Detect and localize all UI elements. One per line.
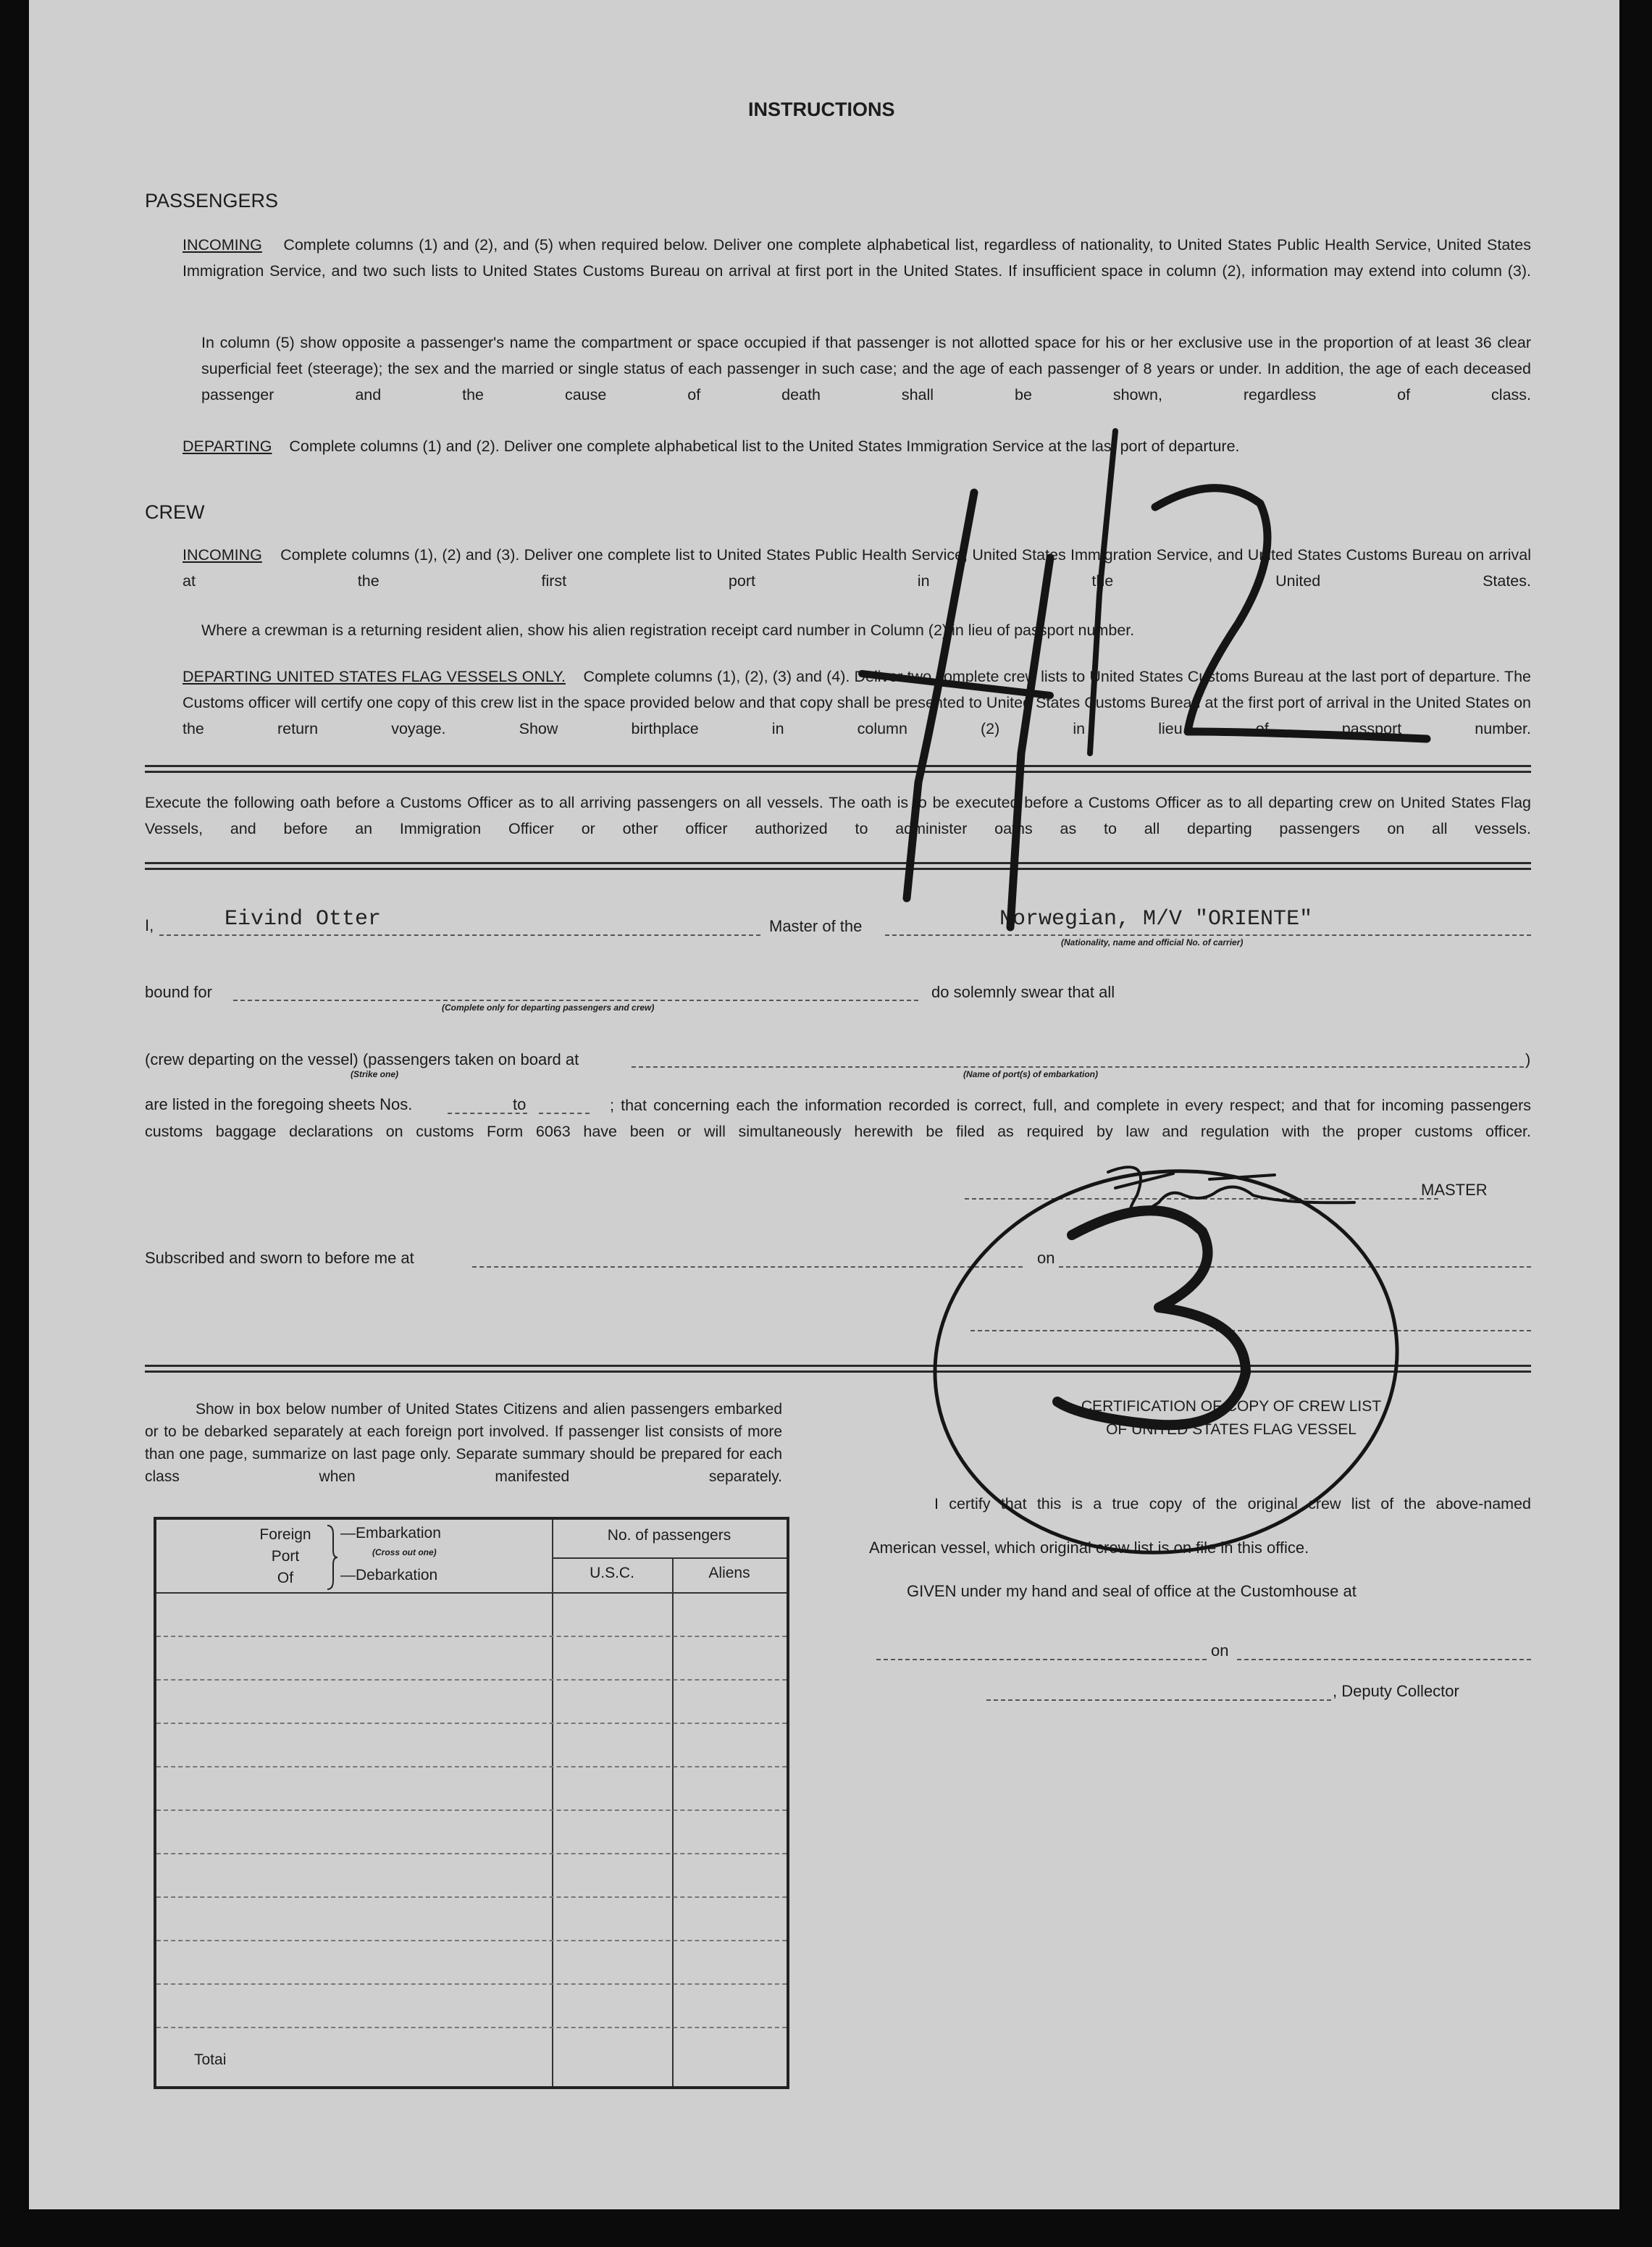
pencil-three-stroke xyxy=(1057,1210,1246,1425)
crew-resident-text: Where a crewman is a returning resident alien, show his alien registration receipt card number in Column (2) in lieu of passport number. xyxy=(201,622,1135,639)
pencil-two-stroke xyxy=(1155,488,1427,739)
form-sheet xyxy=(29,0,1619,2209)
pencil-four-stroke xyxy=(1010,558,1050,927)
to-label: to xyxy=(513,1095,527,1113)
crew-departing-text: Complete columns (1), (2), (3) and (4). Deliver two complete crew lists to United States Customs Bureau at the last port of departure. The Customs officer will certify one copy of this crew list in the space provided below and that copy shall be presented to United States Customs Bureau at the first port of arrival in the United States on the return voyage. Show birthplace in column (2) in lieu of passport number. xyxy=(183,668,1531,737)
crew-incoming-text: Complete columns (1), (2) and (3). Deliver one complete list to United States Public Health Service, United States Immigration Service, and United States Customs Bureau on arrival at the first port in the United States. xyxy=(183,546,1531,590)
table-embarkation-label[interactable]: —Embarkation xyxy=(340,1525,441,1541)
table-debarkation-label[interactable]: —Debarkation xyxy=(340,1567,438,1583)
listed-label: are listed in the foregoing sheets Nos. xyxy=(145,1095,413,1113)
pencil-four-stroke xyxy=(907,493,974,898)
crew-departing-label: DEPARTING UNITED STATES FLAG VESSELS ONLY. xyxy=(183,668,566,685)
certification-title-line2: OF UNITED STATES FLAG VESSEL xyxy=(1106,1421,1357,1438)
certification-title-line1: CERTIFICATION OF COPY OF CREW LIST xyxy=(1081,1398,1382,1415)
crew-heading: CREW xyxy=(145,501,205,523)
crew-departing-label-field: (crew departing on the vessel) (passengers taken on board at xyxy=(145,1050,579,1068)
oath-instruction-text: Execute the following oath before a Customs Officer as to all arriving passengers on all vessels. The oath is to be executed before a Customs Officer as to all departing crew on United States Flag Vessels, and before an Immigration Officer or other officer authorized to administer oaths as to all departing passengers on all vessels. xyxy=(145,794,1531,837)
passengers-incoming-text: Complete columns (1) and (2), and (5) when required below. Deliver one complete alphabetical list, regardless of nationality, to United States Public Health Service, United States Immigration Service, and two such lists to United States Customs Bureau on arrival at first port in the United States. If insufficient space in column (2), information may extend into column (3). xyxy=(183,236,1531,280)
passengers-incoming-label: INCOMING xyxy=(183,236,262,254)
bound-for-label: bound for xyxy=(145,983,212,1001)
subscribed-label: Subscribed and sworn to before me at xyxy=(145,1249,414,1267)
certification-on-label: on xyxy=(1211,1641,1229,1660)
table-passengers-header: No. of passengers xyxy=(607,1527,731,1544)
summary-instruction-text: Show in box below number of United States Citizens and alien passengers embarked or to be debarked separately at each foreign port involved. If passenger list consists of more than one page, summarize on last page only. Separate summary should be prepared for each class when manifested separately. xyxy=(145,1401,782,1485)
table-aliens-header: Aliens xyxy=(708,1565,750,1581)
table-total-label: Totai xyxy=(194,2051,227,2068)
passengers-heading: PASSENGERS xyxy=(145,190,279,212)
certification-text-line2: American vessel, which original crew list is on file in this office. xyxy=(869,1539,1309,1557)
pencil-slash-stroke xyxy=(1090,431,1115,753)
vessel-note: (Nationality, name and official No. of carrier) xyxy=(1061,937,1244,947)
swear-label: do solemnly swear that all xyxy=(931,983,1115,1001)
table-col1-line3: Of xyxy=(277,1570,294,1586)
certification-text-line1: I certify that this is a true copy of the original crew list of the above-named xyxy=(934,1495,1531,1512)
table-col1-line1: Foreign xyxy=(259,1526,311,1543)
passengers-column5-text: In column (5) show opposite a passenger's name the compartment or space occupied if that passenger is not allotted space for his or her exclusive use in the proportion of at least 36 clear superficial feet (steerage); the sex and the married or single status of each passenger in such case; and the age of each passenger of 8 years or under. In addition, the age of each deceased passenger and the cause of death shall be shown, regardless of class. xyxy=(201,334,1531,403)
close-paren: ) xyxy=(1525,1050,1531,1068)
table-usc-header: U.S.C. xyxy=(590,1565,634,1581)
strike-note: (Strike one) xyxy=(351,1069,399,1079)
form-title: INSTRUCTIONS xyxy=(748,99,895,120)
certification-given-text: GIVEN under my hand and seal of office at the Customhouse at xyxy=(907,1582,1357,1600)
passengers-departing-label: DEPARTING xyxy=(183,438,272,455)
deputy-collector-label: , Deputy Collector xyxy=(1333,1682,1459,1700)
master-name-field[interactable]: Eivind Otter xyxy=(225,907,382,932)
vessel-field[interactable]: Norwegian, M/V "ORIENTE" xyxy=(999,907,1313,932)
handwritten-annotations xyxy=(29,0,1619,2209)
table-col1-line2: Port xyxy=(271,1548,300,1565)
bound-for-note: (Complete only for departing passengers and crew) xyxy=(442,1003,655,1013)
subscribed-on-label: on xyxy=(1037,1249,1055,1267)
passengers-departing-text: Complete columns (1) and (2). Deliver one complete alphabetical list to the United States Immigration Service at the last port of departure. xyxy=(289,438,1240,455)
listed-text: ; that concerning each the information recorded is correct, full, and complete in every respect; and that for incoming passengers customs baggage declarations on customs Form 6063 have been or will simultaneously herewith be filed as required by law and regulation with the proper customs officer. xyxy=(145,1097,1531,1140)
oath-i-label: I, xyxy=(145,916,154,934)
pencil-four-stroke xyxy=(862,674,1050,695)
master-of-label: Master of the xyxy=(769,917,863,935)
master-label: MASTER xyxy=(1421,1181,1488,1199)
crew-incoming-label: INCOMING xyxy=(183,546,262,564)
table-cross-out-note: (Cross out one) xyxy=(372,1547,437,1557)
ports-note: (Name of port(s) of embarkation) xyxy=(963,1069,1099,1079)
